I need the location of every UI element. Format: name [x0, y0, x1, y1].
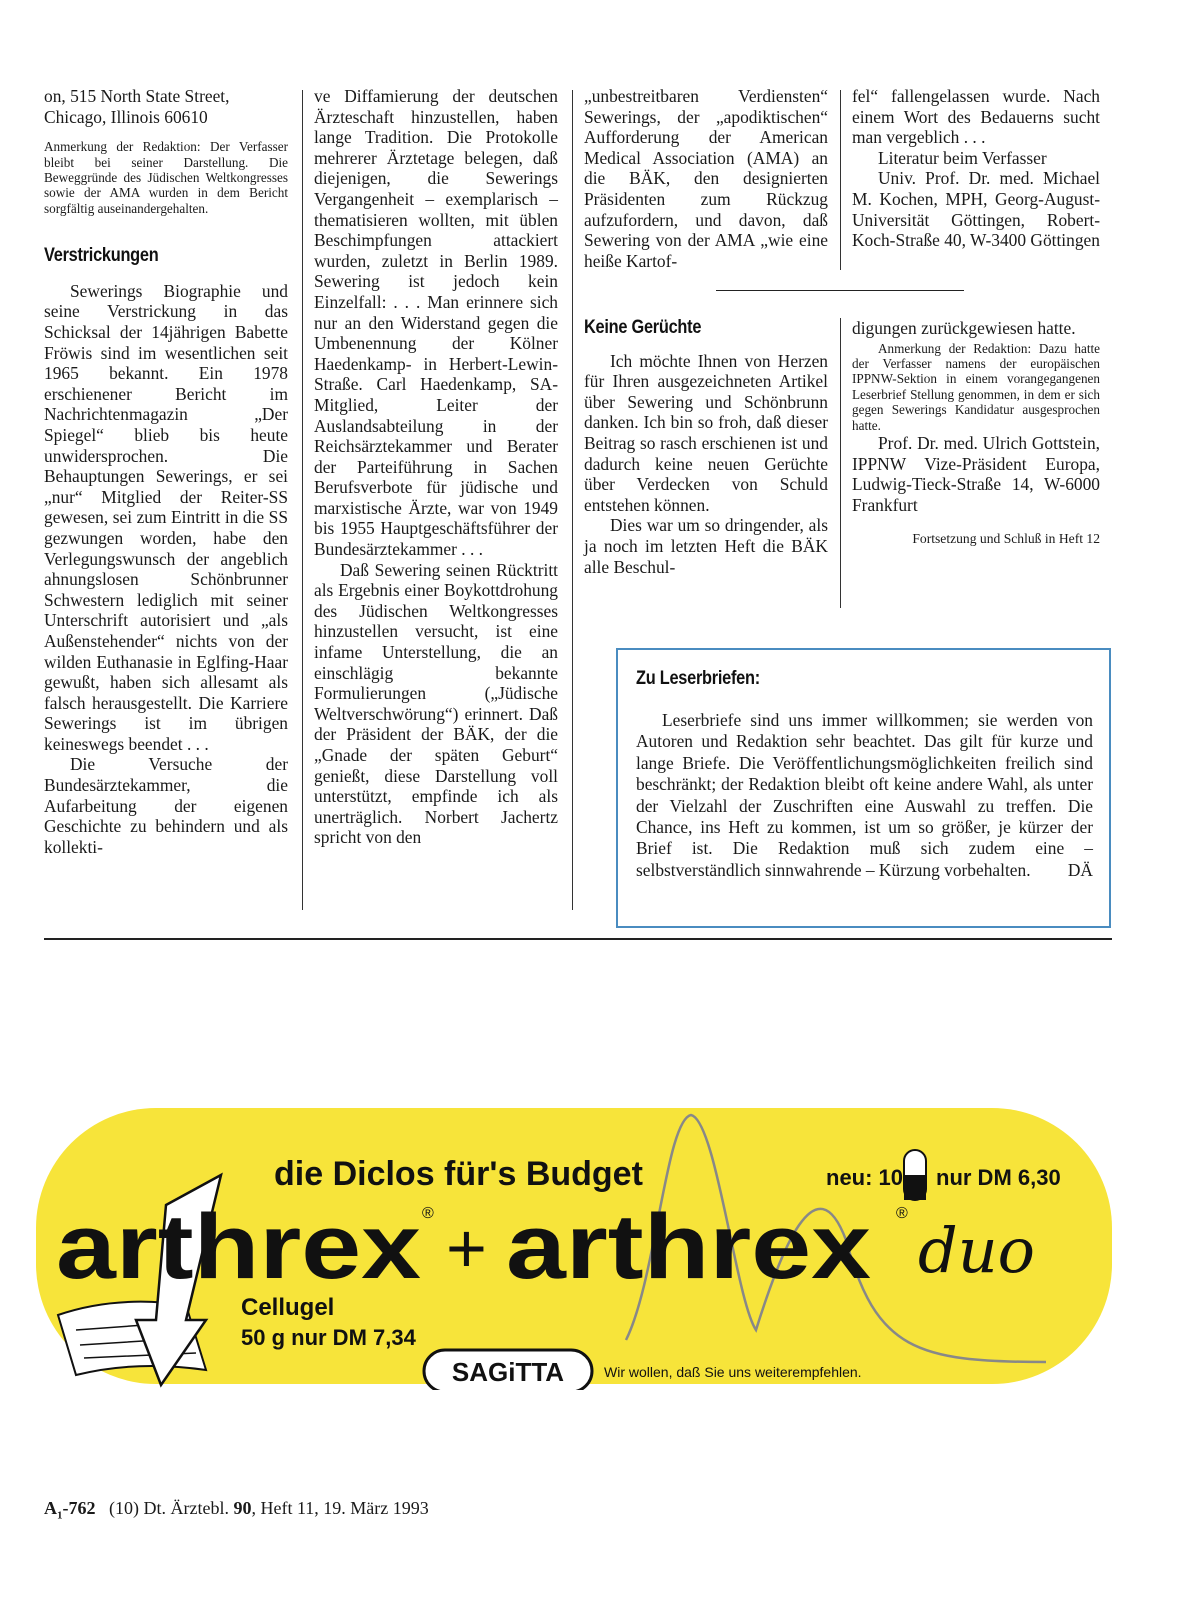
literature-note: Literatur beim Verfasser: [878, 147, 1047, 168]
column-3: [584, 86, 828, 271]
paragraph: digungen zurückgewiesen hatte.: [852, 318, 1076, 338]
paragraph: Ich möchte Ihnen von Herzen für Ihren ausgezeichneten Artikel über Sewering und Schönbrunn danken. Ich bin so froh, daß dieser Beitrag so rasch erschienen ist und dadurch keine neuen Gerüchte über Verdecken von Schuld entstehen können.: [584, 350, 828, 515]
paragraph: Die Versuche der Bundesärztekammer, die Aufarbeitung der eigenen Geschichte zu behindern und als kollekti-: [44, 754, 288, 857]
company-logo: SAGiTTA: [451, 1357, 565, 1387]
ad-registered-mark: ®: [422, 1205, 434, 1222]
page-divider: [44, 938, 1112, 940]
box-signature: DÄ: [1067, 859, 1093, 880]
author-signature: Prof. Dr. med. Ulrich Gottstein, IPPNW Vize-Präsident Europa, Ludwig-Tieck-Straße 14, W-6000 Frankfurt: [852, 433, 1100, 515]
column-4-lower: [852, 318, 1100, 547]
ad-duo-script: duo: [918, 1214, 1035, 1287]
ad-price-gel: 50 g nur DM 7,34: [241, 1325, 416, 1350]
paragraph: Sewerings Biographie und seine Verstrickung in das Schicksal der 14jährigen Babette Fröwis sind im wesentlichen seit 1965 bekannt. Ein 1978 erschienener Bericht im Nachrichtenmagazin „Der Spiegel“ blieb bis heute unwidersprochen. Die Behauptungen Sewerings, er sei „nur“ Mitglied der Reiter-SS gewesen, sei zum Eintritt in die SS gezwungen worden, habe den Verlegungswunsch der angeblich ahnungslosen Schönbrunner Schwestern lediglich mit seiner Unterschrift autorisiert und „als Außenstehender“ nichts von der wilden Euthanasie in Eglfing-Haar gewußt, haben sich allesamt als falsch herausgestellt. Die Karriere Sewerings ist im übrigen keineswegs beendet . . .: [44, 280, 288, 754]
ad-slogan: die Diclos für's Budget: [274, 1155, 643, 1193]
author-signature: Univ. Prof. Dr. med. Michael M. Kochen, MPH, Georg-August-Universität Göttingen, Robert-Koch-Straße 40, W-3400 Göttingen: [852, 168, 1100, 251]
paragraph: Daß Sewering seinen Rücktritt als Ergebnis einer Boykottdrohung des Jüdischen Weltkongresses hinzustellen versucht, ist eine infame Unterstellung, die an einschlägig bekannte Formulierungen („Jüdische Weltverschwörung“) erinnert. Daß der Präsident der BÄK, der die „Gnade der späten Geburt“ genießt, diese Darstellung voll unterstützt, empfinde ich als unerträglich. Norbert Jachertz spricht von den: [314, 559, 558, 848]
section-divider: [716, 290, 964, 291]
page-footer: [44, 1498, 429, 1522]
author-address: on, 515 North State Street, Chicago, Illinois 60610: [44, 86, 230, 127]
box-paragraph: Leserbriefe sind uns immer willkommen; sie werden von Autoren und Redaktion sehr beachtet. Das gilt für kurze und lange Briefe. Die Veröffentlichungsmöglichkeiten freilich sind beschränkt; der Redaktion bleibt oft keine andere Wahl, als unter der Vielzahl der Zuschriften eine Auswahl zu treffen. Die Chance, ins Heft zu kommen, ist um so größer, je kürzer der Brief ist. Die Redaktion muß sich zudem eine – selbstverständlich sinnwahrende – Kürzung vorbehalten.: [636, 710, 1093, 880]
box-heading: Zu Leserbriefen:: [636, 668, 760, 689]
ad-brand-arthrex: arthrex: [56, 1196, 421, 1298]
column-1: [44, 86, 288, 857]
column-4: [852, 86, 1100, 251]
section-heading-verstrickungen: Verstrickungen: [44, 245, 159, 267]
advertisement: [36, 1100, 1112, 1390]
capsule-icon-half: [904, 1175, 926, 1200]
ad-registered-mark: ®: [896, 1205, 908, 1222]
ad-product-name: Cellugel: [241, 1294, 335, 1321]
paragraph: „unbestreitbaren Verdiensten“ Sewerings, der „apodiktischen“ Aufforderung der American Medical Association (AMA) an die BÄK, den designierten Präsidenten zum Rückzug aufzufordern, und davon, daß Sewering von der AMA „wie eine heiße Kartof-: [584, 86, 828, 271]
volume-number: 90: [233, 1498, 252, 1518]
editor-note: Anmerkung der Redaktion: Der Verfasser bleibt bei seiner Darstellung. Die Beweggründe des Jüdischen Weltkongresses sowie der AMA wurden in dem Bericht sorgfältig auseinandergehalten.: [44, 139, 288, 216]
ad-tagline: Wir wollen, daß Sie uns weiterempfehlen.: [604, 1364, 862, 1380]
paragraph: ve Diffamierung der deutschen Ärzteschaft hinzustellen, haben lange Tradition. Die Protokolle mehrerer Ärztetage belegen, daß diejenigen, die Sewerings Vergangenheit – exemplarisch – thematisieren wollten, mit üblen Beschimpfungen attackiert wurden, zuletzt in Berlin 1989. Sewering ist jedoch kein Einzelfall: . . . Man erinnere sich nur an den Widerstand gegen die Umbenennung der Kölner Haedenkamp- in Herbert-Lewin-Straße. Carl Haedenkamp, SA-Mitglied, Leiter der Auslandsabteilung in der Reichsärztekammer und Berater der Parteiführung in Sachen Berufsverbote für jüdische und marxistische Ärzte, war von 1949 bis 1955 Hauptgeschäftsführer der Bundesärztekammer . . .: [314, 86, 558, 560]
reader-letters-box: [616, 648, 1111, 928]
column-2: [314, 86, 558, 848]
paragraph: fel“ fallengelassen wurde. Nach einem Wort des Bedauerns sucht man vergeblich . . .: [852, 86, 1100, 148]
ad-brand-arthrex-duo: arthrex: [506, 1196, 871, 1298]
column-3-lower: [584, 318, 828, 577]
ad-price-capsules: nur DM 6,30: [936, 1165, 1061, 1190]
ad-plus: +: [446, 1209, 487, 1287]
column-divider: [302, 90, 303, 910]
paragraph: Dies war um so dringender, als ja noch im letzten Heft die BÄK alle Beschul-: [584, 515, 828, 577]
page-number: $A_1-762$: [44, 1498, 96, 1522]
ad-neu: neu: 10: [826, 1165, 904, 1190]
column-divider: [840, 90, 841, 270]
column-divider: [572, 90, 573, 910]
editor-note: Anmerkung der Redaktion: Dazu hatte der Verfasser namens der europäischen IPPNW-Sektion in einem vorangegangenen Leserbrief Stellung genommen, in dem er sich gegen Sewerings Kandidatur ausgesprochen hatte.: [852, 340, 1100, 433]
box-text: [636, 710, 1093, 881]
section-heading-keine-geruechte: Keine Gerüchte: [584, 317, 702, 338]
continued-note: Fortsetzung und Schluß in Heft 12: [912, 531, 1100, 547]
citation-issue: , Heft 11, 19. März 1993: [251, 1498, 429, 1518]
column-divider: [840, 318, 841, 608]
citation: (10) Dt. Ärztebl.: [109, 1498, 229, 1518]
